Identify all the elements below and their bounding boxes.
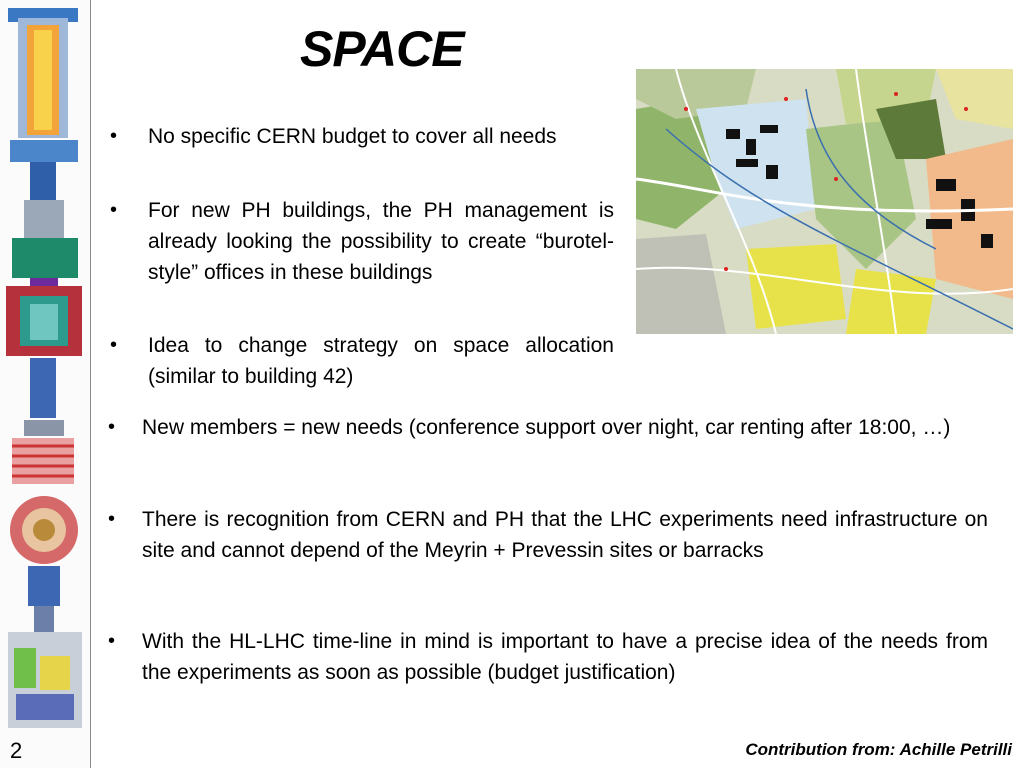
bullet-dot: •: [108, 630, 116, 652]
bullet-text: New members = new needs (conference support over night, car renting after 18:00, …): [142, 416, 951, 439]
bullet-dot: •: [110, 125, 118, 147]
bullet-item: [108, 626, 988, 688]
detector-sidebar-image: [0, 0, 91, 768]
bullet-item: [108, 504, 988, 566]
bullet-dot: •: [110, 199, 118, 221]
bullet-dot: •: [108, 508, 116, 530]
bullet-dot: •: [108, 416, 116, 438]
slide-title: SPACE: [300, 21, 464, 77]
bullet-item: [110, 195, 614, 288]
bullet-text: For new PH buildings, the PH management is already looking the possibility to create “burotel-style” offices in these buildings: [148, 199, 614, 284]
bullet-item: [110, 330, 614, 392]
bullet-text: No specific CERN budget to cover all needs: [148, 125, 557, 148]
bullet-text: There is recognition from CERN and PH that the LHC experiments need infrastructure on site and cannot depend of the Meyrin + Prevessin sites or barracks: [142, 508, 988, 562]
bullet-text: With the HL-LHC time-line in mind is important to have a precise idea of the needs from the experiments as soon as possible (budget justification): [142, 630, 988, 684]
bullet-item: [108, 412, 988, 443]
footer-credit: Contribution from: Achille Petrilli: [745, 740, 1012, 759]
bullet-dot: •: [110, 334, 118, 356]
site-map-image: [636, 69, 1013, 334]
bullet-text: Idea to change strategy on space allocation (similar to building 42): [148, 334, 614, 388]
bullet-item: [110, 121, 614, 152]
slide-number: 2: [10, 738, 23, 763]
